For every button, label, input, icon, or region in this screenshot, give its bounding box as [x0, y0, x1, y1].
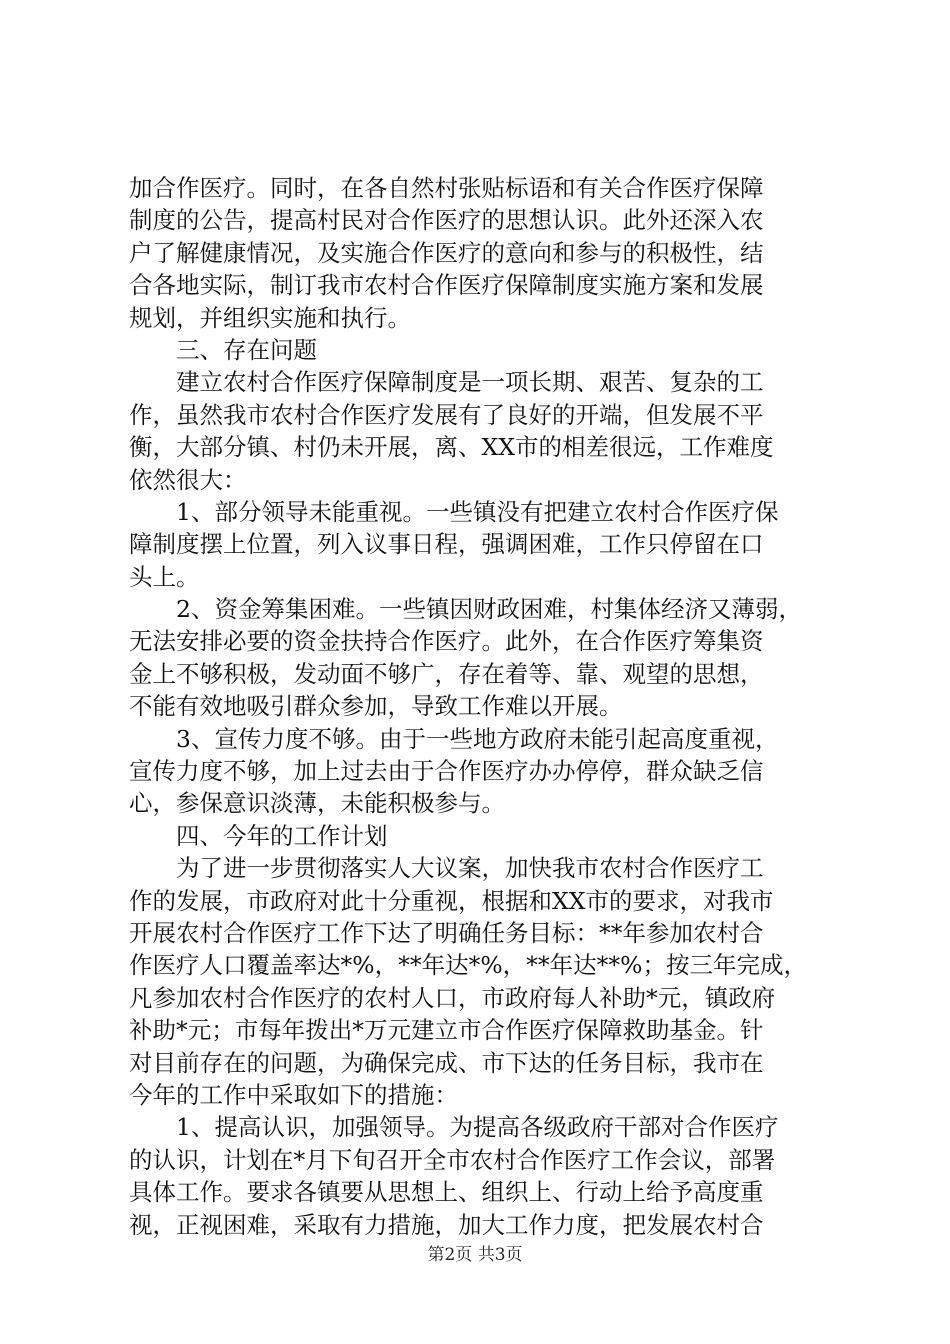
text-line: 2、资金筹集困难。一些镇因财政困难，村集体经济又薄弱， — [176, 595, 802, 624]
text-line: 户了解健康情况，及实施合作医疗的意向和参与的积极性，结 — [129, 238, 764, 267]
text-line: 对目前存在的问题，为确保完成、市下达的任务目标，我市在 — [129, 1048, 764, 1077]
text-line: 头上。 — [129, 562, 200, 591]
document-body — [129, 172, 829, 1241]
text-line: 三、存在问题 — [176, 335, 317, 364]
text-line: 具体工作。要求各镇要从思想上、组织上、行动上给予高度重 — [129, 1178, 764, 1207]
text-line: 为了进一步贯彻落实人大议案，加快我市农村合作医疗工 — [176, 854, 764, 883]
page-footer: 第2页 共3页 — [427, 1245, 523, 1265]
text-line: 作的发展，市政府对此十分重视，根据和XX市的要求，对我市 — [129, 886, 774, 915]
text-line: 的认识，计划在*月下旬召开全市农村合作医疗工作会议，部署 — [129, 1145, 776, 1174]
text-line: 加合作医疗。同时，在各自然村张贴标语和有关合作医疗保障 — [129, 174, 764, 202]
text-line: 今年的工作中采取如下的措施： — [129, 1080, 458, 1109]
text-line: 障制度摆上位置，列入议事日程，强调困难，工作只停留在口 — [129, 530, 764, 559]
text-line: 宣传力度不够，加上过去由于合作医疗办办停停，群众缺乏信 — [129, 757, 764, 786]
text-line: 合各地实际，制订我市农村合作医疗保障制度实施方案和发展 — [129, 271, 764, 300]
text-line: 作医疗人口覆盖率达*%，**年达*%，**年达**%；按三年完成， — [129, 951, 807, 980]
text-line: 建立农村合作医疗保障制度是一项长期、艰苦、复杂的工 — [176, 368, 764, 397]
text-line: 金上不够积极，发动面不够广，存在着等、靠、观望的思想， — [129, 659, 764, 688]
text-line: 无法安排必要的资金扶持合作医疗。此外，在合作医疗筹集资 — [129, 627, 764, 656]
text-line: 规划，并组织实施和执行。 — [129, 303, 411, 332]
text-line: 依然很大： — [129, 465, 247, 494]
text-line: 制度的公告，提高村民对合作医疗的思想认识。此外还深入农 — [129, 206, 764, 235]
text-line: 开展农村合作医疗工作下达了明确任务目标：**年参加农村合 — [129, 918, 764, 947]
text-line: 作，虽然我市农村合作医疗发展有了良好的开端，但发展不平 — [129, 400, 764, 429]
text-line: 四、今年的工作计划 — [176, 821, 388, 850]
text-line: 1、提高认识，加强领导。为提高各级政府干部对合作医疗 — [176, 1113, 779, 1142]
text-line: 补助*元；市每年拨出*万元建立市合作医疗保障救助基金。针 — [129, 1016, 764, 1045]
text-line: 衡，大部分镇、村仍未开展，离、XX市的相差很远，工作难度 — [129, 433, 774, 462]
text-line: 凡参加农村合作医疗的农村人口，市政府每人补助*元，镇政府 — [129, 983, 776, 1012]
text-line: 心，参保意识淡薄，未能积极参与。 — [129, 789, 505, 818]
text-line: 1、部分领导未能重视。一些镇没有把建立农村合作医疗保 — [176, 497, 779, 526]
text-line: 视，正视困难，采取有力措施，加大工作力度，把发展农村合 — [129, 1210, 764, 1239]
text-line: 不能有效地吸引群众参加，导致工作难以开展。 — [129, 692, 623, 721]
text-line: 3、宣传力度不够。由于一些地方政府未能引起高度重视， — [176, 724, 779, 753]
